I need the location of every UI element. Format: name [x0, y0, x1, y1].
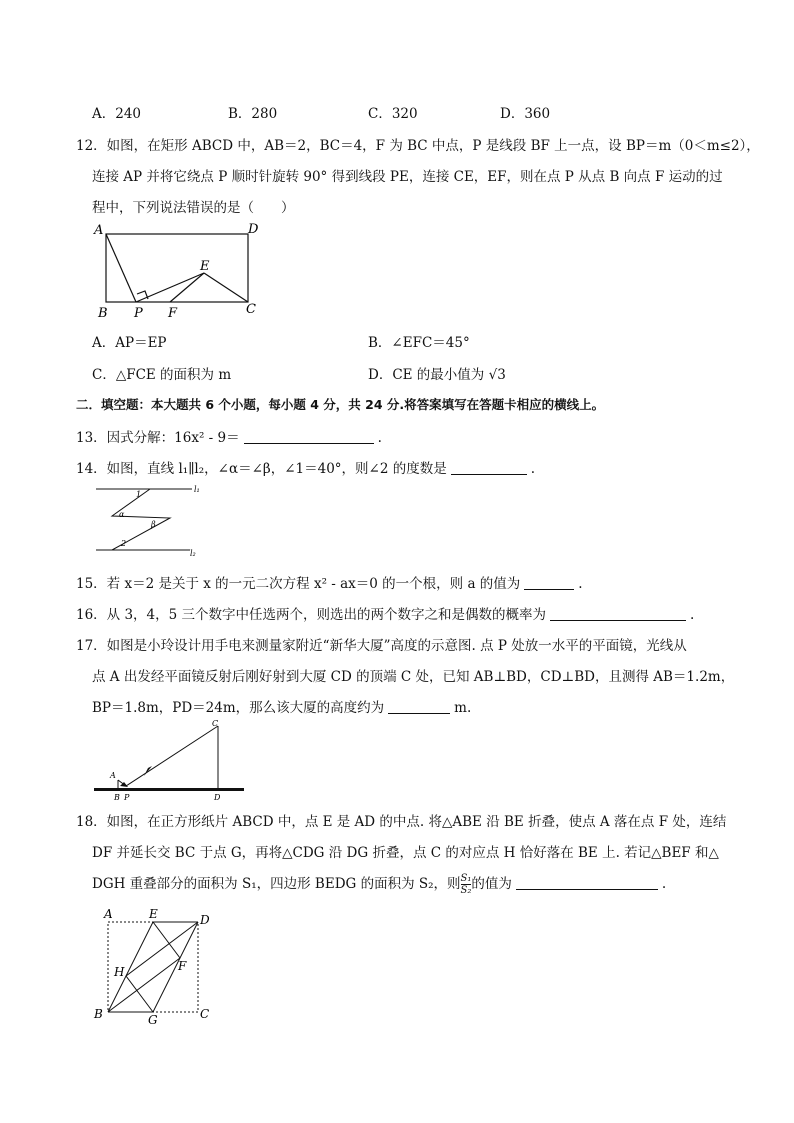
- q12-line-3: 程中，下列说法错误的是（ ）: [92, 200, 295, 216]
- ground-bd: [94, 788, 244, 791]
- light-ray-pc: [126, 726, 218, 786]
- q11-option-b: B．280: [228, 106, 278, 122]
- label-e: E: [200, 259, 210, 274]
- segment-dh: [126, 922, 198, 976]
- label-d: D: [214, 793, 221, 802]
- q18-line-1: 18．如图，在正方形纸片 ABCD 中，点 E 是 AD 的中点. 将△ABE 沿 BE 折叠，使点 A 落在点 F 处，连结: [76, 814, 727, 830]
- q16-text: 16．从 3，4，5 三个数字中任选两个，则选出的两个数字之和是偶数的概率为: [76, 607, 547, 623]
- q14: [76, 457, 535, 477]
- q13-end: .: [377, 430, 382, 446]
- label-p: P: [124, 793, 130, 802]
- q17-line-1: 17．如图是小玲设计用手电来测量家附近“新华大厦”高度的示意图. 点 P 处放一水平的平面镜，光线从: [76, 638, 687, 654]
- label-d: D: [248, 222, 259, 237]
- label-l1: l₁: [194, 485, 200, 494]
- q17-line-2: 点 A 出发经平面镜反射后刚好射到大厦 CD 的顶端 C 处，已知 AB⊥BD，CD⊥BD，且测得 AB＝1.2m，: [92, 669, 735, 685]
- label-c: C: [212, 719, 219, 728]
- label-alpha: α: [119, 510, 125, 519]
- label-l2: l₂: [190, 549, 196, 558]
- q18-text: DGH 重叠部分的面积为 S₁，四边形 BEDG 的面积为 S₂，则: [92, 876, 461, 892]
- label-h: H: [114, 965, 125, 979]
- rectangle-abcd: [106, 234, 248, 302]
- q12-option-d: D．CE 的最小值为 √3: [368, 367, 506, 383]
- q14-end: .: [530, 461, 536, 477]
- q18-fraction: [461, 873, 472, 896]
- label-c: C: [246, 302, 256, 317]
- q18-line-3: [92, 872, 666, 896]
- q12-line-1: 12．如图，在矩形 ABCD 中，AB＝2，BC＝4，F 为 BC 中点，P 是线段 BF 上一点，设 BP＝m（0＜m≤2），: [76, 138, 760, 154]
- q15-text: 15．若 x＝2 是关于 x 的一元二次方程 x² - ax＝0 的一个根，则 a 的值为: [76, 576, 521, 592]
- label-g: G: [148, 1013, 158, 1026]
- label-f: F: [168, 306, 178, 320]
- arrow-head: [144, 766, 152, 776]
- label-angle-1: 1: [136, 490, 142, 499]
- q14-text: 14．如图，直线 l₁∥l₂，∠α＝∠β，∠1＝40°，则∠2 的度数是: [76, 461, 447, 477]
- q17-answer-blank[interactable]: [388, 699, 450, 714]
- q17-figure: [90, 716, 250, 804]
- q12-option-c: C．△FCE 的面积为 m: [92, 367, 232, 383]
- label-f: F: [178, 959, 187, 973]
- q18-end: .: [661, 876, 667, 892]
- label-a: A: [104, 907, 113, 921]
- label-beta: β: [151, 520, 156, 529]
- label-b: B: [94, 1007, 103, 1021]
- label-a: A: [94, 223, 104, 238]
- label-d: D: [200, 913, 210, 927]
- fraction-denominator: S₂: [460, 885, 472, 896]
- q18-text-mid: 的值为: [471, 876, 512, 892]
- label-p: P: [134, 306, 143, 320]
- segment-pe: [136, 273, 204, 302]
- q15-end: .: [578, 576, 583, 592]
- q17-line-3: [92, 696, 471, 716]
- q11-option-d: D．360: [500, 106, 551, 122]
- q18-line-2: DF 并延长交 BC 于点 G，再将△CDG 沿 DG 折叠，点 C 的对应点 H 恰好落在 BE 上. 若记△BEF 和△: [92, 845, 719, 861]
- q15-answer-blank[interactable]: [524, 575, 574, 590]
- q16-end: .: [690, 607, 695, 623]
- q16-answer-blank[interactable]: [550, 606, 686, 621]
- label-c: C: [200, 1007, 210, 1021]
- q18-answer-blank[interactable]: [516, 875, 658, 890]
- label-b: B: [98, 306, 108, 320]
- q12-option-b: B．∠EFC＝45°: [368, 335, 470, 351]
- q11-option-c: C．320: [368, 106, 418, 122]
- q12-option-a: A．AP＝EP: [92, 335, 167, 351]
- q14-answer-blank[interactable]: [451, 460, 527, 475]
- label-e: E: [149, 907, 158, 921]
- q11-option-a: A．240: [92, 106, 142, 122]
- q12-figure: [88, 220, 268, 320]
- segment-ec: [204, 273, 248, 302]
- q14-figure: [92, 480, 212, 560]
- label-a: A: [110, 771, 116, 780]
- q18-figure: [90, 902, 220, 1026]
- q13: [76, 426, 382, 446]
- segment-ap: [106, 234, 136, 302]
- segment-fe: [170, 273, 204, 302]
- q13-text: 13．因式分解：16x² - 9＝: [76, 430, 240, 446]
- q17-unit: m.: [454, 700, 472, 716]
- q16: [76, 603, 694, 623]
- q12-line-2: 连接 AP 并将它绕点 P 顺时针旋转 90° 得到线段 PE，连接 CE，EF，则在点 P 从点 B 向点 F 运动的过: [92, 169, 723, 185]
- q13-answer-blank[interactable]: [244, 429, 374, 444]
- segment-dg: [153, 922, 198, 1012]
- label-b: B: [114, 793, 120, 802]
- q17-text: BP＝1.8m，PD＝24m，那么该大厦的高度约为: [92, 700, 385, 716]
- section-title-fill-in: 二．填空题：本大题共 6 个小题，每小题 4 分，共 24 分.将答案填写在答题卡相应的横线上。: [76, 397, 605, 412]
- q15: [76, 572, 583, 592]
- label-angle-2: 2: [121, 539, 127, 548]
- fraction-numerator: S₁: [460, 873, 472, 884]
